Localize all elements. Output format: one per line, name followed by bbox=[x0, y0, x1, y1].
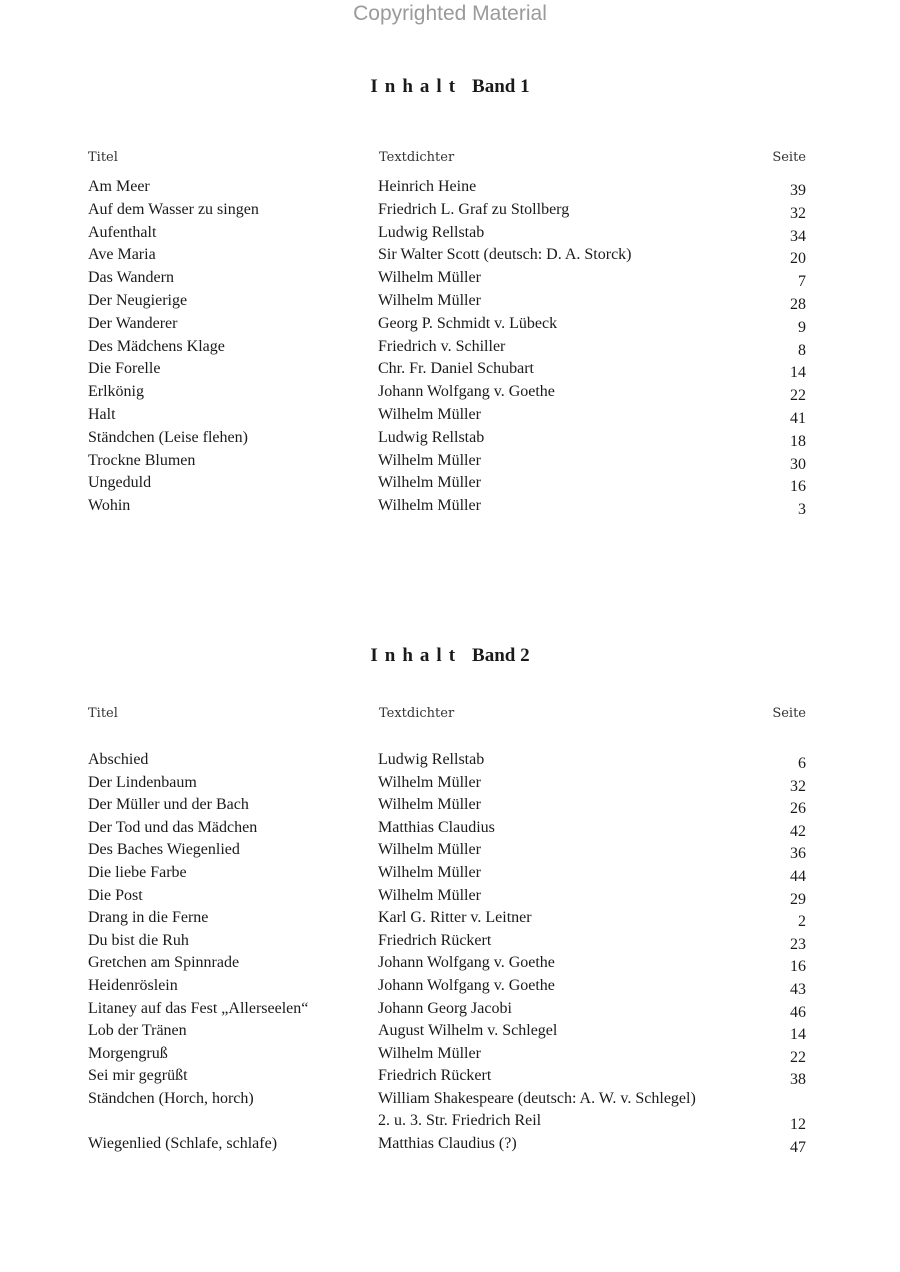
poet-name: Friedrich Rückert bbox=[378, 1067, 492, 1085]
poet-name: Heinrich Heine bbox=[378, 178, 477, 195]
table-row bbox=[0, 1090, 900, 1135]
table-row bbox=[0, 819, 900, 842]
table-row bbox=[0, 292, 900, 315]
poet-name: Wilhelm Müller bbox=[378, 451, 481, 469]
page-number: 39 bbox=[790, 182, 806, 199]
contents-list bbox=[0, 178, 900, 520]
table-row bbox=[0, 497, 900, 520]
page-number: 36 bbox=[790, 845, 806, 863]
page-number: 30 bbox=[790, 455, 806, 473]
song-title: Der Neugierige bbox=[88, 291, 188, 309]
song-title: Litaney auf das Fest „Allerseelen“ bbox=[88, 999, 309, 1017]
table-row bbox=[0, 474, 900, 497]
table-row bbox=[0, 246, 900, 269]
poet-name: Ludwig Rellstab bbox=[378, 751, 485, 768]
heading-word: Inhalt bbox=[370, 76, 463, 97]
song-title: Ungeduld bbox=[88, 474, 152, 492]
poet-name: Johann Wolfgang v. Goethe bbox=[378, 383, 555, 401]
song-title: Gretchen am Spinnrade bbox=[88, 954, 240, 972]
poet-name: Wilhelm Müller bbox=[378, 405, 481, 423]
page-number: 32 bbox=[790, 204, 806, 222]
page-number: 32 bbox=[790, 777, 806, 795]
song-title: Erlkönig bbox=[88, 383, 144, 401]
page-number: 12 bbox=[790, 1115, 806, 1133]
poet-name: Johann Wolfgang v. Goethe bbox=[378, 954, 555, 972]
page-number: 42 bbox=[790, 822, 806, 840]
song-title: Die Post bbox=[88, 886, 143, 904]
song-title: Heidenröslein bbox=[88, 976, 178, 994]
song-title: Der Müller und der Bach bbox=[88, 796, 249, 814]
page-number: 8 bbox=[798, 341, 806, 359]
section-heading bbox=[0, 645, 900, 667]
poet-name: Karl G. Ritter v. Leitner bbox=[378, 909, 532, 927]
page-number: 18 bbox=[790, 432, 806, 450]
song-title: Der Wanderer bbox=[88, 314, 178, 332]
table-row bbox=[0, 406, 900, 429]
poet-name: Wilhelm Müller bbox=[378, 474, 481, 492]
song-title: Morgengruß bbox=[88, 1044, 168, 1062]
page-number: 22 bbox=[790, 387, 806, 405]
poet-name: Chr. Fr. Daniel Schubart bbox=[378, 360, 534, 378]
page-number: 2 bbox=[798, 913, 806, 931]
song-title: Sei mir gegrüßt bbox=[88, 1067, 188, 1085]
poet-name: Ludwig Rellstab bbox=[378, 428, 485, 446]
song-title: Der Lindenbaum bbox=[88, 773, 197, 791]
poet-name: William Shakespeare (deutsch: A. W. v. Schlegel) bbox=[378, 1089, 696, 1107]
table-row bbox=[0, 315, 900, 338]
table-row bbox=[0, 1135, 900, 1158]
song-title: Wohin bbox=[88, 497, 131, 515]
song-title: Aufenthalt bbox=[88, 223, 157, 241]
table-row bbox=[0, 864, 900, 887]
table-row bbox=[0, 201, 900, 224]
poet-name: Johann Wolfgang v. Goethe bbox=[378, 976, 555, 994]
table-row bbox=[0, 796, 900, 819]
poet-name: Sir Walter Scott (deutsch: D. A. Storck) bbox=[378, 246, 632, 264]
poet-name: Friedrich L. Graf zu Stollberg bbox=[378, 200, 570, 218]
page-number: 14 bbox=[790, 364, 806, 382]
column-header-title: Titel bbox=[88, 150, 118, 165]
table-row bbox=[0, 269, 900, 292]
table-row bbox=[0, 954, 900, 977]
poet-name: Matthias Claudius (?) bbox=[378, 1134, 517, 1152]
song-title: Des Baches Wiegenlied bbox=[88, 841, 240, 859]
column-header-poet: Textdichter bbox=[379, 150, 455, 165]
table-row bbox=[0, 1045, 900, 1068]
heading-band: Band 2 bbox=[472, 645, 530, 666]
page-number: 29 bbox=[790, 890, 806, 908]
poet-name: Friedrich v. Schiller bbox=[378, 337, 506, 355]
page-number: 38 bbox=[790, 1071, 806, 1089]
poet-name: Wilhelm Müller bbox=[378, 497, 481, 515]
table-row bbox=[0, 178, 900, 201]
table-row bbox=[0, 452, 900, 475]
poet-name: Wilhelm Müller bbox=[378, 863, 481, 881]
poet-name: Ludwig Rellstab bbox=[378, 223, 485, 241]
table-row bbox=[0, 909, 900, 932]
song-title: Der Tod und das Mädchen bbox=[88, 818, 258, 836]
song-title: Abschied bbox=[88, 751, 149, 768]
column-header-title: Titel bbox=[88, 706, 118, 721]
table-row bbox=[0, 1000, 900, 1023]
poet-name: Johann Georg Jacobi bbox=[378, 999, 512, 1017]
page-number: 46 bbox=[790, 1003, 806, 1021]
poet-name-line-2: 2. u. 3. Str. Friedrich Reil bbox=[378, 1111, 542, 1129]
page-number: 47 bbox=[790, 1138, 806, 1156]
table-row bbox=[0, 224, 900, 247]
page-number: 16 bbox=[790, 958, 806, 976]
song-title: Du bist die Ruh bbox=[88, 931, 189, 949]
table-row bbox=[0, 887, 900, 910]
song-title: Die liebe Farbe bbox=[88, 863, 187, 881]
page-number: 3 bbox=[798, 501, 806, 519]
page-number: 7 bbox=[798, 273, 806, 291]
heading-band: Band 1 bbox=[472, 76, 530, 97]
page-number: 43 bbox=[790, 980, 806, 998]
page-number: 28 bbox=[790, 295, 806, 313]
contents-band-1 bbox=[0, 76, 900, 520]
poet-name: Georg P. Schmidt v. Lübeck bbox=[378, 314, 558, 332]
poet-name: Matthias Claudius bbox=[378, 818, 495, 836]
column-header-poet: Textdichter bbox=[379, 706, 455, 721]
poet-name: Wilhelm Müller bbox=[378, 773, 481, 791]
page-number: 22 bbox=[790, 1048, 806, 1066]
table-row bbox=[0, 1022, 900, 1045]
table-row bbox=[0, 1067, 900, 1090]
poet-name: Wilhelm Müller bbox=[378, 291, 481, 309]
column-header-page: Seite bbox=[772, 150, 806, 165]
poet-name: Wilhelm Müller bbox=[378, 841, 481, 859]
page-number: 20 bbox=[790, 250, 806, 268]
song-title: Lob der Tränen bbox=[88, 1022, 187, 1040]
song-title: Wiegenlied (Schlafe, schlafe) bbox=[88, 1134, 278, 1152]
song-title: Am Meer bbox=[88, 178, 150, 195]
table-row bbox=[0, 841, 900, 864]
table-row bbox=[0, 338, 900, 361]
contents-list bbox=[0, 751, 900, 1158]
poet-name: Friedrich Rückert bbox=[378, 931, 492, 949]
heading-word: Inhalt bbox=[370, 645, 463, 666]
page-number: 9 bbox=[798, 318, 806, 336]
table-row bbox=[0, 429, 900, 452]
page-number: 41 bbox=[790, 409, 806, 427]
poet-name: Wilhelm Müller bbox=[378, 886, 481, 904]
table-row bbox=[0, 774, 900, 797]
song-title: Ständchen (Leise flehen) bbox=[88, 428, 248, 446]
contents-band-2 bbox=[0, 645, 900, 1158]
page-number: 34 bbox=[790, 227, 806, 245]
column-header-page: Seite bbox=[772, 706, 806, 721]
song-title: Die Forelle bbox=[88, 360, 161, 378]
table-row bbox=[0, 932, 900, 955]
poet-name: Wilhelm Müller bbox=[378, 796, 481, 814]
table-row bbox=[0, 360, 900, 383]
column-headers bbox=[0, 706, 900, 726]
table-row bbox=[0, 977, 900, 1000]
page-number: 6 bbox=[798, 755, 806, 772]
page-number: 26 bbox=[790, 800, 806, 818]
poet-name: Wilhelm Müller bbox=[378, 1044, 481, 1062]
poet-name: Wilhelm Müller bbox=[378, 269, 481, 287]
song-title: Das Wandern bbox=[88, 269, 174, 287]
song-title: Auf dem Wasser zu singen bbox=[88, 200, 259, 218]
copyright-watermark: Copyrighted Material bbox=[353, 2, 547, 25]
page-number: 23 bbox=[790, 935, 806, 953]
song-title: Trockne Blumen bbox=[88, 451, 196, 469]
song-title: Des Mädchens Klage bbox=[88, 337, 225, 355]
song-title: Ave Maria bbox=[88, 246, 156, 264]
page-number: 44 bbox=[790, 867, 806, 885]
table-row bbox=[0, 383, 900, 406]
song-title: Ständchen (Horch, horch) bbox=[88, 1089, 254, 1107]
song-title: Halt bbox=[88, 405, 116, 423]
poet-name: August Wilhelm v. Schlegel bbox=[378, 1022, 558, 1040]
table-row bbox=[0, 751, 900, 774]
song-title: Drang in die Ferne bbox=[88, 909, 209, 927]
page-number: 16 bbox=[790, 478, 806, 496]
column-headers bbox=[0, 150, 900, 170]
section-heading bbox=[0, 76, 900, 98]
page-number: 14 bbox=[790, 1026, 806, 1044]
